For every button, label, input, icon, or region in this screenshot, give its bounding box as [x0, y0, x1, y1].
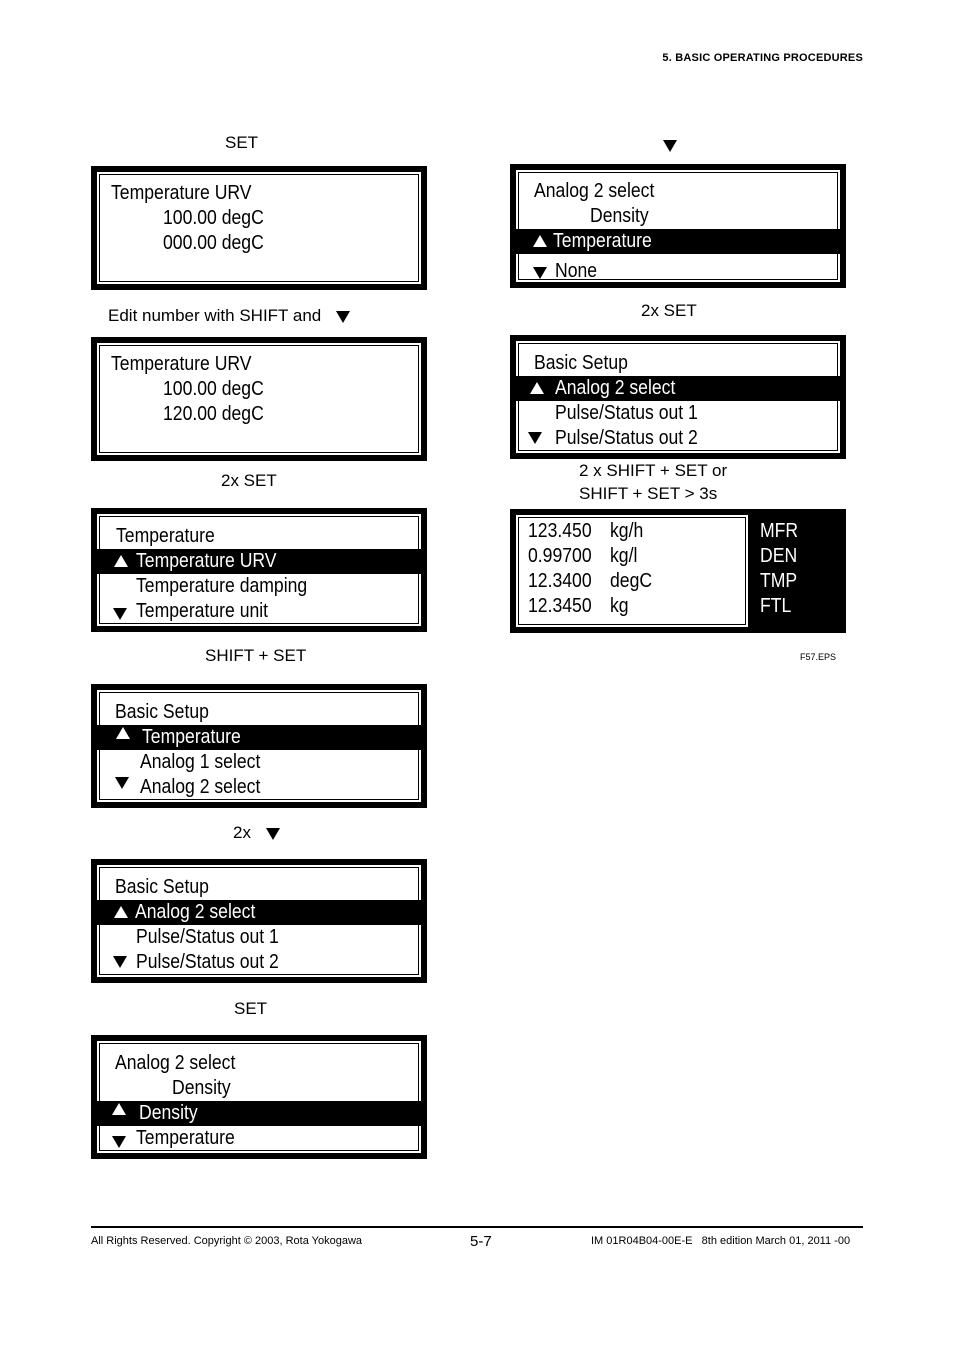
selected-row	[516, 229, 840, 254]
down-arrow-icon	[112, 1136, 126, 1148]
lcd-screen-basic-setup-1	[91, 684, 427, 808]
lcd-screen-basic-setup-3	[510, 335, 846, 459]
step-caption-shift-set-b: SHIFT + SET > 3s	[579, 484, 718, 503]
measure-unit: kg/h	[610, 520, 644, 542]
menu-item: Analog 1 select	[140, 751, 261, 773]
step-caption-2x-down	[233, 823, 280, 843]
menu-item: Pulse/Status out 2	[136, 951, 279, 973]
step-caption-2x-set: 2x SET	[221, 471, 277, 490]
footer-divider	[91, 1226, 863, 1228]
up-arrow-icon	[112, 1103, 126, 1115]
step-caption-shift-set-a: 2 x SHIFT + SET or	[579, 461, 728, 480]
selected-row	[97, 549, 421, 574]
measure-unit: kg	[610, 595, 629, 617]
measure-value: 12.3450	[528, 595, 592, 617]
measure-tag: TMP	[760, 570, 798, 592]
footer-doc-id: IM 01R04B04-00E-E 8th edition March 01, 2011 -00	[591, 1235, 851, 1247]
down-arrow-icon	[336, 311, 350, 323]
menu-item: Analog 2 select	[555, 377, 676, 399]
measure-unit: degC	[610, 570, 653, 592]
down-arrow-icon	[266, 828, 280, 840]
screen-title: Temperature URV	[111, 353, 252, 375]
screen-title: Analog 2 select	[115, 1052, 236, 1074]
screen-title: Basic Setup	[534, 352, 628, 374]
down-arrow-icon	[528, 432, 542, 444]
lcd-screen-measurement-display	[510, 509, 846, 633]
selected-row	[97, 1101, 421, 1126]
screen-value-edit: 120.00 degC	[163, 403, 264, 425]
caption-text: 2x	[233, 823, 251, 842]
lcd-screen-temperature-urv-2	[91, 337, 427, 461]
step-caption-set-2: SET	[234, 999, 268, 1018]
lcd-screen-basic-setup-2	[91, 859, 427, 983]
selected-row	[97, 900, 421, 925]
up-arrow-icon	[530, 382, 544, 394]
down-arrow-icon	[113, 956, 127, 968]
page-number: 5-7	[470, 1233, 492, 1250]
screen-value-current: 100.00 degC	[163, 378, 264, 400]
lcd-screen-analog2-select-2	[510, 164, 846, 288]
step-caption-edit	[108, 306, 350, 326]
measure-tag: MFR	[760, 520, 799, 542]
menu-item: Temperature unit	[136, 600, 269, 622]
screen-title: Temperature	[116, 525, 215, 547]
menu-item: Pulse/Status out 2	[555, 427, 698, 449]
up-arrow-icon	[533, 235, 547, 247]
lcd-screen-temperature-menu	[91, 508, 427, 632]
menu-item: Pulse/Status out 1	[136, 926, 279, 948]
menu-item: Temperature damping	[136, 575, 308, 597]
menu-item: Temperature	[142, 726, 241, 748]
down-arrow-icon	[115, 777, 129, 789]
measure-value: 0.99700	[528, 545, 592, 567]
lcd-screen-analog2-select-1	[91, 1035, 427, 1159]
selected-row	[516, 376, 840, 401]
measure-unit: kg/l	[610, 545, 638, 567]
measure-value: 12.3400	[528, 570, 592, 592]
menu-item: Analog 2 select	[140, 776, 261, 798]
screen-title: Temperature URV	[111, 182, 252, 204]
down-arrow-icon	[113, 608, 127, 620]
step-caption-down	[663, 137, 677, 155]
down-arrow-icon	[533, 267, 547, 279]
menu-item: Temperature	[136, 1127, 235, 1149]
measure-tag: DEN	[760, 545, 798, 567]
screen-value-edit: 000.00 degC	[163, 232, 264, 254]
step-caption-shift-set: SHIFT + SET	[205, 646, 307, 665]
up-arrow-icon	[116, 727, 130, 739]
step-caption-2x-set-r: 2x SET	[641, 301, 697, 320]
menu-item: Temperature	[553, 230, 652, 252]
measure-value: 123.450	[528, 520, 592, 542]
menu-item: None	[555, 260, 598, 282]
lcd-screen-temperature-urv-1	[91, 166, 427, 290]
measure-tag: FTL	[760, 595, 792, 617]
screen-title: Basic Setup	[115, 876, 209, 898]
menu-item: Temperature URV	[136, 550, 277, 572]
current-value: Density	[172, 1077, 231, 1099]
up-arrow-icon	[114, 555, 128, 567]
down-arrow-icon	[663, 140, 677, 152]
menu-item: Analog 2 select	[135, 901, 256, 923]
footer-copyright: All Rights Reserved. Copyright © 2003, Rota Yokogawa	[91, 1235, 363, 1247]
screen-title: Analog 2 select	[534, 180, 655, 202]
screen-title: Basic Setup	[115, 701, 209, 723]
menu-item: Density	[139, 1102, 198, 1124]
step-caption-set: SET	[225, 133, 259, 152]
section-header: 5. BASIC OPERATING PROCEDURES	[662, 52, 863, 64]
caption-text: Edit number with SHIFT and	[108, 306, 322, 325]
screen-value-current: 100.00 degC	[163, 207, 264, 229]
figure-label: F57.EPS	[800, 652, 837, 662]
up-arrow-icon	[114, 906, 128, 918]
selected-row	[97, 725, 421, 750]
menu-item: Pulse/Status out 1	[555, 402, 698, 424]
current-value: Density	[590, 205, 649, 227]
